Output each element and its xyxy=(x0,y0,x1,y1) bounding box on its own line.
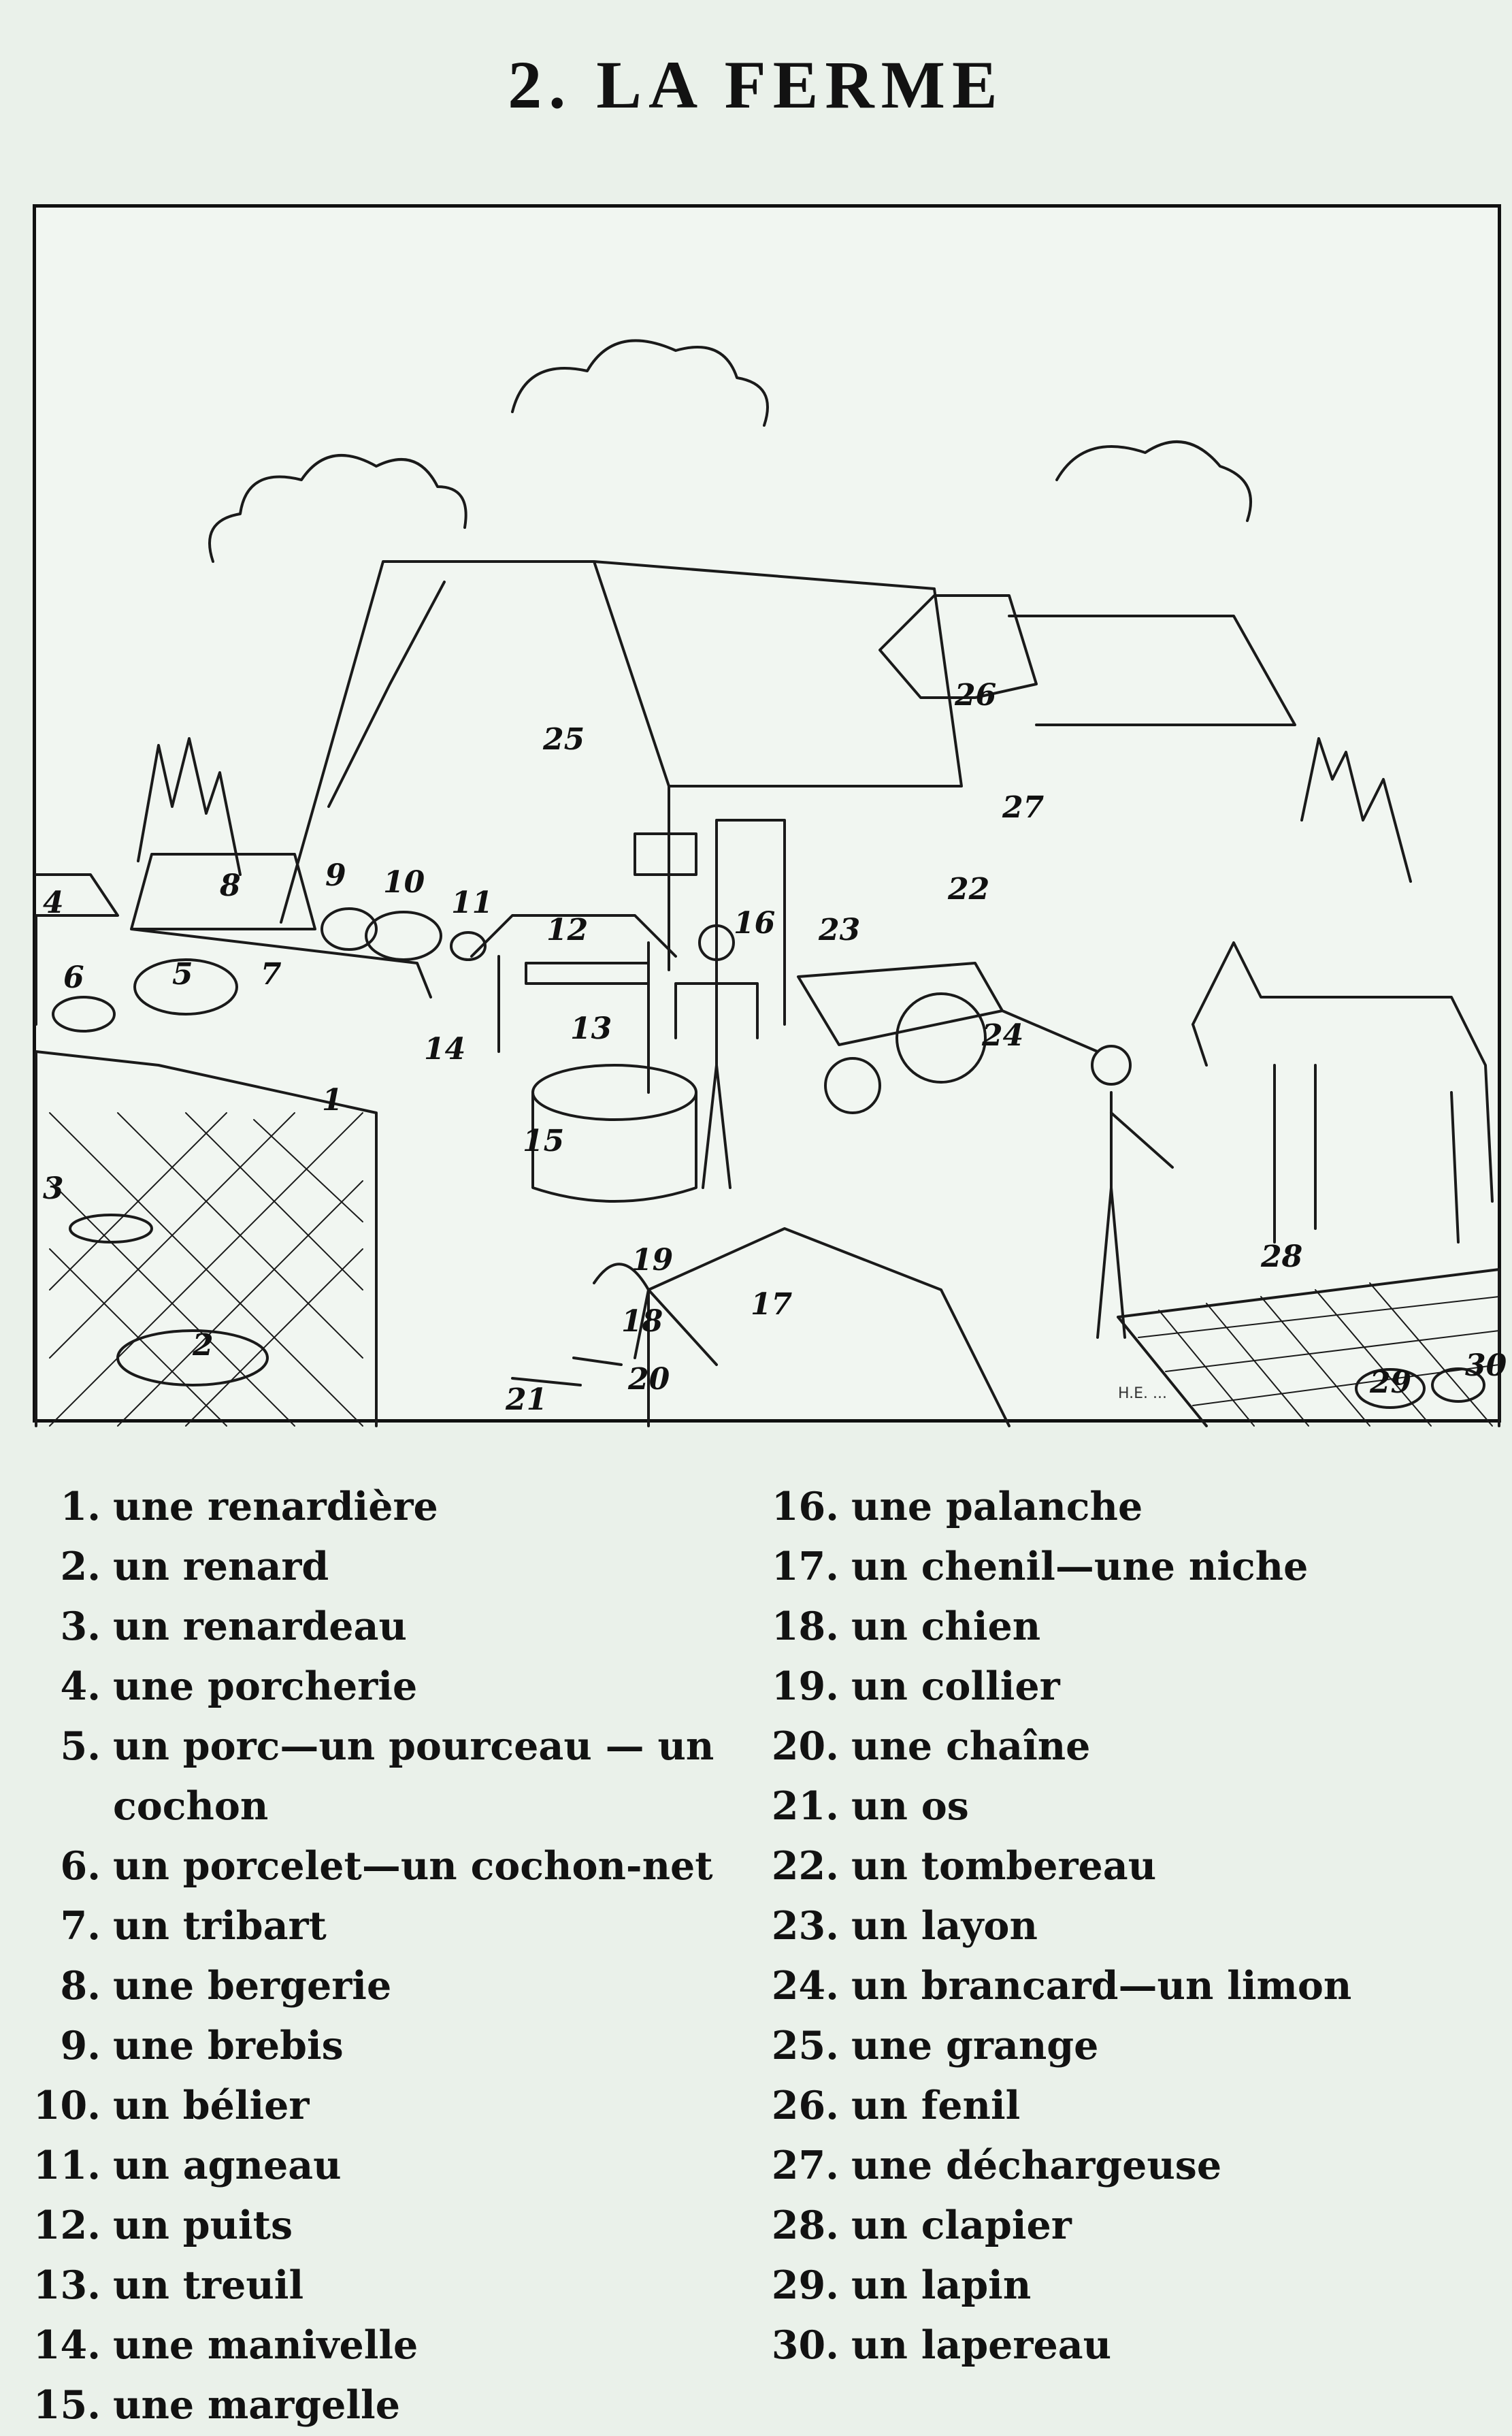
list-item: 10. un bélier xyxy=(33,2083,310,2128)
callout-30: 30 xyxy=(1465,1348,1507,1383)
list-item: 2. un renard xyxy=(60,1544,329,1589)
callout-21: 21 xyxy=(506,1382,548,1417)
cart-wheel-small xyxy=(825,1058,880,1113)
farmer-head xyxy=(1092,1046,1130,1084)
callout-13: 13 xyxy=(570,1011,612,1046)
cart-wheel xyxy=(897,994,985,1082)
cloud-left xyxy=(210,455,466,562)
list-item: 11. un agneau xyxy=(33,2143,342,2188)
callout-10: 10 xyxy=(383,865,425,900)
callout-16: 16 xyxy=(734,906,776,941)
barn-window xyxy=(635,834,696,875)
barn xyxy=(281,562,962,970)
list-item: 16. une palanche xyxy=(771,1484,1143,1529)
list-item: 18. un chien xyxy=(771,1604,1041,1649)
list-item: 22. un tombereau xyxy=(771,1843,1157,1889)
callout-11: 11 xyxy=(451,886,493,920)
list-item: 27. une déchargeuse xyxy=(771,2143,1222,2188)
page-title: 2. LA FERME xyxy=(508,47,1004,123)
horse xyxy=(1193,943,1492,1242)
well-winch xyxy=(526,963,648,984)
list-item: 26. un fenil xyxy=(771,2083,1021,2128)
callout-6: 6 xyxy=(63,960,84,995)
well xyxy=(472,915,696,1201)
water-carrier xyxy=(676,963,757,1188)
rabbit-hutch xyxy=(1118,1269,1499,1426)
ram xyxy=(366,912,441,960)
list-item: 6. un porcelet—un cochon-net xyxy=(60,1843,713,1889)
piglet xyxy=(53,997,114,1031)
list-item: 1. une renardière xyxy=(60,1484,438,1529)
tree-right xyxy=(1302,738,1411,881)
callout-7: 7 xyxy=(261,957,282,992)
list-item: 29. un lapin xyxy=(771,2262,1032,2308)
callout-12: 12 xyxy=(546,913,589,947)
hayloft xyxy=(880,596,1295,725)
list-item: 9. une brebis xyxy=(60,2023,344,2068)
callout-19: 19 xyxy=(631,1243,674,1278)
callout-1: 1 xyxy=(322,1083,343,1118)
list-item: 14. une manivelle xyxy=(33,2322,418,2368)
callout-20: 20 xyxy=(628,1362,670,1397)
farmer xyxy=(1098,1092,1172,1337)
callout-9: 9 xyxy=(325,858,346,893)
vocabulary-list-right xyxy=(752,1477,1500,2375)
list-item: 7. un tribart xyxy=(60,1903,327,1949)
callout-14: 14 xyxy=(424,1032,466,1067)
list-item: 25. une grange xyxy=(771,2023,1099,2068)
farm-illustration xyxy=(33,204,1507,1423)
rabbit-hutch-mesh xyxy=(1138,1283,1499,1426)
cloud-center xyxy=(512,340,768,425)
list-item: 12. un puits xyxy=(33,2203,293,2248)
callout-5: 5 xyxy=(172,957,193,992)
cloud-right xyxy=(1057,442,1251,521)
well-rim xyxy=(533,1065,696,1120)
callout-26: 26 xyxy=(955,678,997,713)
callout-27: 27 xyxy=(1002,790,1045,825)
callout-29: 29 xyxy=(1370,1365,1412,1400)
callout-8: 8 xyxy=(220,868,241,903)
list-item: 23. un layon xyxy=(771,1903,1038,1949)
callout-24: 24 xyxy=(982,1018,1024,1053)
list-item: 13. un treuil xyxy=(33,2262,304,2308)
list-item: 21. un os xyxy=(771,1783,969,1829)
list-item: 19. un collier xyxy=(771,1663,1060,1709)
callout-28: 28 xyxy=(1261,1239,1303,1274)
callout-3: 3 xyxy=(43,1171,64,1206)
list-item: 3. un renardeau xyxy=(60,1604,407,1649)
list-item: 24. un brancard—un limon xyxy=(771,1963,1352,2009)
kennel xyxy=(648,1229,1009,1426)
list-item: 17. un chenil—une niche xyxy=(771,1544,1309,1589)
artist-signature: H.E. ... xyxy=(1118,1385,1168,1402)
fox-den-mesh xyxy=(50,1113,363,1426)
callout-22: 22 xyxy=(948,872,990,907)
callout-15: 15 xyxy=(523,1124,565,1158)
list-item: 20. une chaîne xyxy=(771,1723,1091,1769)
callout-23: 23 xyxy=(819,913,861,947)
list-item: 8. une bergerie xyxy=(60,1963,392,2009)
list-item: 5. un porc—un pourceau — un cochon xyxy=(60,1723,714,1829)
callout-4: 4 xyxy=(43,886,64,920)
callout-18: 18 xyxy=(621,1304,663,1339)
callout-2: 2 xyxy=(193,1328,214,1363)
list-item: 4. une porcherie xyxy=(60,1663,418,1709)
callout-17: 17 xyxy=(751,1287,793,1322)
vocabulary-list-left xyxy=(14,1477,721,2435)
list-item: 28. un clapier xyxy=(771,2203,1072,2248)
list-item: 15. une margelle xyxy=(33,2382,400,2428)
cart xyxy=(798,963,1098,1052)
callout-25: 25 xyxy=(543,722,585,757)
list-item: 30. un lapereau xyxy=(771,2322,1112,2368)
